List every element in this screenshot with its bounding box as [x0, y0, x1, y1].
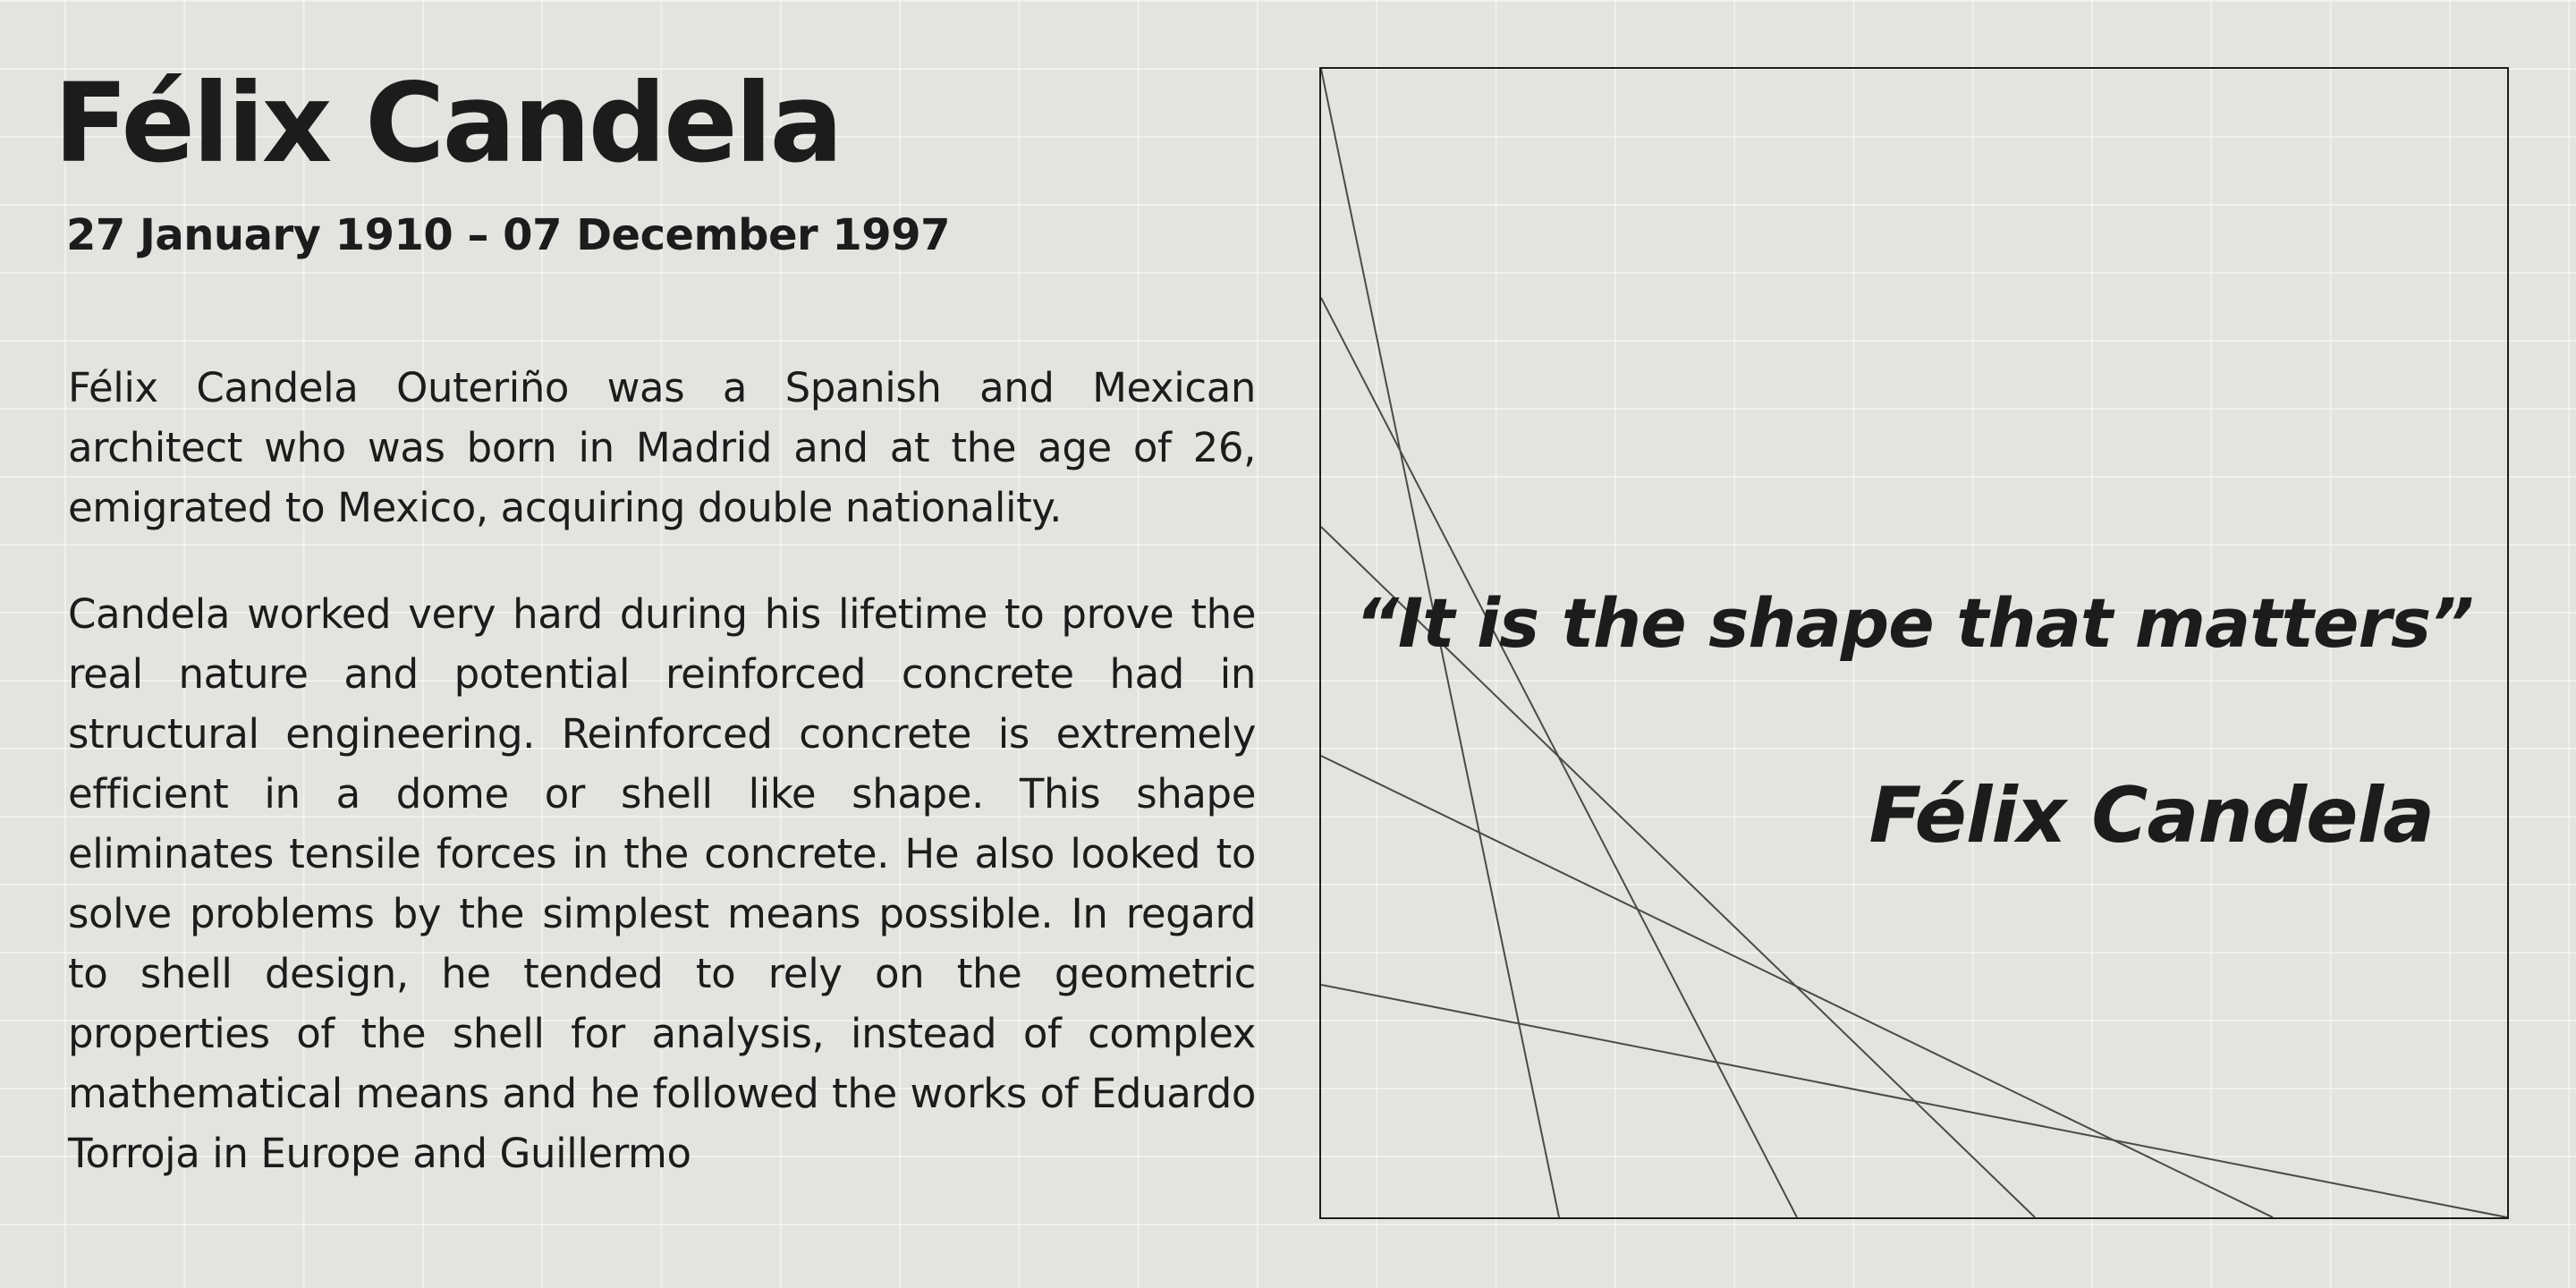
quote-panel	[1319, 67, 2509, 1219]
ruled-line-5	[1321, 985, 2507, 1217]
bio-paragraph-1: Félix Candela Outeriño was a Spanish and Mexican architect who was born in Madrid and at the age of 26, emigrated to Mexico, acquiring double nationality.	[68, 364, 1256, 531]
quote-text: “It is the shape that matters”	[1354, 583, 2474, 663]
page-title: Félix Candela	[54, 60, 841, 187]
bio-paragraph-2: Candela worked very hard during his lifetime to prove the real nature and potential reinforced concrete had in structural engineering. Reinforced concrete is extremely efficient in a dome or shell like shape. This shape eliminates tensile forces in the concrete. He also looked to solve problems by the simplest means possible. In regard to shell design, he tended to rely on the geometric properties of the shell for analysis, instead of complex mathematical means and he followed the works of Eduardo Torroja in Europe and Guillermo	[68, 590, 1256, 1177]
quote-author: Félix Candela	[1868, 771, 2434, 860]
life-dates: 27 January 1910 – 07 December 1997	[66, 210, 950, 260]
